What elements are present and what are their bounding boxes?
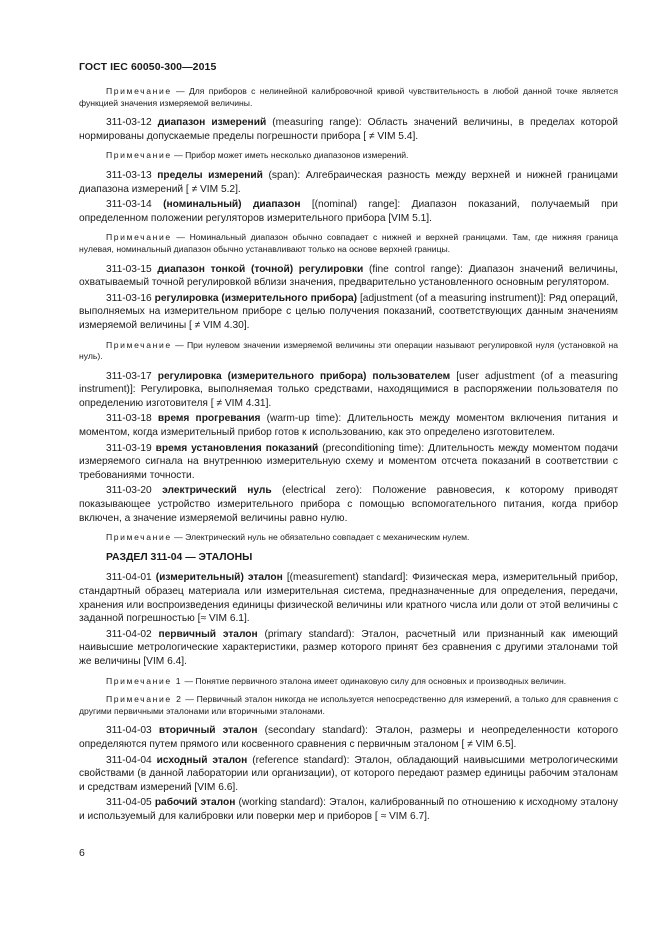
term-name: регулировка (измерительного прибора) пользователем (157, 370, 451, 382)
note-text: — Прибор может иметь несколько диапазонов измерений. (171, 150, 409, 161)
term-name: диапазон тонкой (точной) регулировки (157, 263, 364, 275)
note-text: — При нулевом значении измеряемой величины эти операции называют регулировкой нуля (установкой на нуль). (79, 339, 618, 362)
term-definition (79, 292, 618, 333)
note-paragraph (79, 86, 618, 109)
term-text: (measuring range): Область значений величины, в пределах которой нормированы допускаемые пределы погрешности прибора [ ≠ VIM 5.4]. (79, 117, 618, 142)
note-paragraph (79, 232, 618, 255)
term-definition (79, 370, 618, 411)
term-code: 311-03-16 (106, 292, 152, 304)
term-name: (номинальный) диапазон (163, 199, 301, 211)
note-label: Примечание (106, 86, 172, 96)
term-name: диапазон измерений (157, 117, 267, 129)
term-text: (span): Алгебраическая разность между верхней и нижней границами диапазона измерений [ ≠ VIM 5.2]. (79, 169, 618, 195)
term-name: исходный эталон (156, 754, 248, 766)
term-name: пределы измерений (157, 169, 263, 181)
term-code: 311-03-18 (106, 413, 152, 425)
term-name: время прогревания (157, 413, 261, 425)
term-name: время установления показаний (155, 442, 319, 454)
term-text: [(nominal) range]: Диапазон показаний, получаемый при определенном положении регуляторов измерительного прибора [VIM 5.1]. (79, 199, 618, 224)
term-definition (79, 628, 618, 669)
term-code: 311-04-01 (106, 572, 152, 584)
note-paragraph (79, 694, 618, 717)
note-text: — Для приборов с нелинейной калибровочной кривой чувствительность в любой данной точке является функцией значения измеряемой величины. (79, 86, 618, 108)
term-definition (79, 169, 618, 196)
term-name: вторичный эталон (158, 725, 258, 737)
term-code: 311-03-19 (106, 442, 152, 454)
note-label: Примечание (106, 150, 172, 161)
page-content (79, 86, 618, 831)
term-code: 311-04-05 (106, 797, 152, 809)
note-text: — Понятие первичного эталона имеет одинаковую силу для основных и производных величин. (182, 675, 567, 686)
term-definition (79, 116, 618, 143)
term-name: регулировка (измерительного прибора) (154, 292, 358, 304)
term-definition (79, 571, 618, 625)
term-name: рабочий эталон (154, 797, 236, 809)
term-text: (fine control range): Диапазон значений величины, охватываемый точной регулировкой вблизи значения, предварительно установленного основным регулятором. (79, 263, 618, 289)
term-definition (79, 412, 618, 439)
term-text: [adjustment (of a measuring instrument)]: Ряд операций, выполняемых на измерительном приборе с целью получения показаний, соответствующих данным значениям измеряемой величины [ ≠ VIM 4.30]. (79, 292, 618, 331)
note-label: Примечание 2 (106, 694, 183, 705)
term-text: (working standard): Эталон, калиброванный по отношению к исходному эталону и используемый для калибровки или поверки мер и приборов [ ≈ VIM 6.7]. (79, 797, 619, 822)
term-code: 311-03-17 (106, 370, 152, 382)
term-text: [user adjustment (of a measuring instrument)]: Регулировка, выполняемая только средствами, находящимися в распоряжении пользователя по определению изготовителя [ ≠ VIM 4.31]. (79, 370, 618, 409)
term-code: 311-03-20 (106, 485, 152, 497)
note-text: — Первичный эталон никогда не используется непосредственно для измерений, а только для сравнения с другими первичными эталонами или вторичными эталонами. (79, 694, 619, 716)
section-heading: РАЗДЕЛ 311-04 — ЭТАЛОНЫ (106, 551, 253, 563)
note-label: Примечание (106, 339, 172, 350)
term-text: (secondary standard): Эталон, размеры и неопределенности которого определяются путем прямого или косвенного сравнения с первичным эталоном [ ≠ VIM 6.5]. (79, 725, 618, 750)
term-definition (79, 198, 618, 225)
term-definition (79, 754, 618, 795)
term-definition (79, 442, 618, 483)
term-text: (reference standard): Эталон, обладающий наивысшими метрологическими свойствами (в данной лаборатории или организации), от которого передают размер единицы рабочим эталонам и средствам измерений [VIM 6.6]. (79, 754, 618, 793)
note-label: Примечание (106, 232, 172, 243)
note-label: Примечание 1 (106, 675, 183, 686)
note-label: Примечание (106, 532, 172, 543)
note-paragraph (79, 532, 618, 544)
note-text: — Электрический нуль не обязательно совпадает с механическим нулем. (171, 532, 470, 543)
term-code: 311-03-14 (106, 199, 152, 211)
note-paragraph (79, 676, 618, 688)
term-name: (измерительный) эталон (155, 572, 283, 584)
term-code: 311-04-02 (106, 628, 152, 640)
term-code: 311-03-12 (106, 117, 152, 129)
term-text: [(measurement) standard]: Физическая мера, измерительный прибор, стандартный образец материала или измерительная система, предназначенные для определения, передачи, хранения или воспроизведения единицы физической величины или кратного числа или доли от этой величины с заданной погрешностью [≈ VIM 6.1]. (79, 572, 618, 625)
term-code: 311-04-04 (106, 754, 152, 766)
term-code: 311-04-03 (106, 725, 152, 737)
term-text: (electrical zero): Положение равновесия, к которому приводят показывающее устройство измерительного прибора с помощью вспомогательного питания, когда прибор включен, а значение измеряемой величины равно нулю. (79, 485, 618, 524)
term-name: электрический нуль (162, 485, 272, 497)
note-text: — Номинальный диапазон обычно совпадает с нижней и верхней границами. Там, где нижняя граница нулевая, номинальный диапазон обычно устанавливают только на основе верхней границы. (79, 232, 618, 254)
term-code: 311-03-13 (106, 169, 152, 181)
standard-header: ГОСТ IEC 60050-300—2015 (79, 61, 217, 73)
term-definition (79, 796, 618, 823)
note-paragraph (79, 340, 618, 363)
term-definition (79, 724, 618, 751)
term-text: (primary standard): Эталон, расчетный или признанный как имеющий наивысшие метрологические характеристики, размер которого принят без сравнения с другими эталонами той же величины [VIM 6.4]. (79, 628, 618, 667)
term-text: (preconditioning time): Длительность между моментом подачи измеряемого сигнала на внутреннюю измерительную схему и моментом отсчета показаний в соответствии с требованиями точности. (79, 442, 618, 481)
term-code: 311-03-15 (106, 263, 152, 275)
term-name: первичный эталон (158, 628, 258, 640)
page-number: 6 (79, 847, 85, 859)
term-definition (79, 484, 618, 525)
note-paragraph (79, 150, 618, 162)
term-text: (warm-up time): Длительность между моментом включения питания и моментом, когда измерительный прибор готов к использованию, как это определено изготовителем. (79, 413, 618, 439)
term-definition (79, 263, 618, 290)
